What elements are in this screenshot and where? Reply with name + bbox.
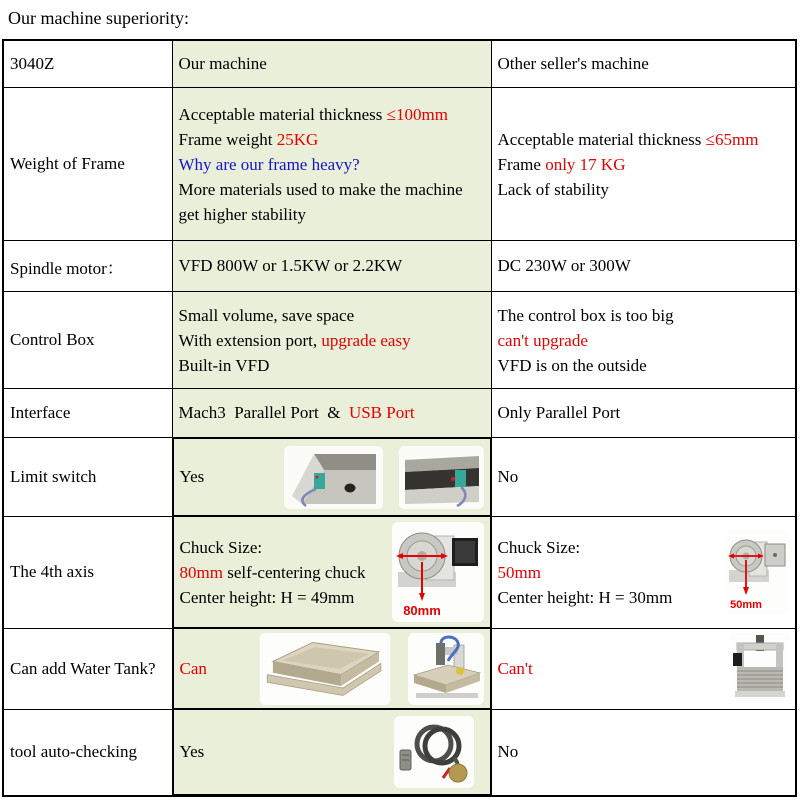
header-our-machine: Our machine <box>172 40 491 88</box>
row-label-tool-auto-checking: tool auto-checking <box>3 709 172 796</box>
cell-ours-limit <box>173 438 491 516</box>
axis-theirs-chuck-title: Chuck Size: <box>497 537 581 557</box>
table-row <box>3 241 796 292</box>
weight-ours-thickness-text: Acceptable material thickness <box>178 104 387 124</box>
weight-ours-question: Why are our frame heavy? <box>178 154 360 174</box>
weight-theirs-thickness-text: Acceptable material thickness <box>497 129 706 149</box>
tool-sensor-photo <box>394 716 474 788</box>
cell-ours-control <box>172 292 491 389</box>
axis-ours-chuck-title: Chuck Size: <box>179 537 263 557</box>
interface-ours-usb: USB Port <box>348 403 415 422</box>
page-title: Our machine superiority: <box>8 8 189 28</box>
cell-ours-tool <box>173 709 491 795</box>
axis-ours-chuck-type: self-centering chuck <box>222 562 366 582</box>
interface-ours-ports: Mach3 Parallel Port & <box>178 403 349 422</box>
limit-ours-answer: Yes <box>179 467 205 486</box>
table-row <box>3 88 796 241</box>
weight-theirs-thickness-value: ≤65mm <box>705 129 759 149</box>
table-row <box>3 628 796 709</box>
row-label-limit-switch: Limit switch <box>3 438 172 517</box>
cell-ours-weight <box>172 88 491 241</box>
control-ours-vfd: Built-in VFD <box>178 355 270 375</box>
control-ours-volume: Small volume, save space <box>178 305 355 325</box>
control-theirs-size: The control box is too big <box>497 305 674 325</box>
header-other-machine: Other seller's machine <box>491 40 796 88</box>
cell-ours-interface <box>172 389 491 438</box>
tool-ours-answer: Yes <box>179 742 205 761</box>
rotary-axis-photo-small <box>725 530 789 614</box>
cell-theirs-axis <box>491 516 796 628</box>
water-tank-photo <box>258 633 392 705</box>
table-row <box>3 389 796 438</box>
row-label-interface: Interface <box>3 389 172 438</box>
water-theirs-answer: Can't <box>497 658 533 678</box>
row-label-control-box: Control Box <box>3 292 172 389</box>
axis-ours-photo-label: 80mm <box>402 603 441 618</box>
weight-ours-explanation: More materials used to make the machine get higher stability <box>178 179 463 224</box>
cell-theirs-control <box>491 292 796 389</box>
cell-theirs-water <box>491 628 796 709</box>
weight-ours-thickness-value: ≤100mm <box>386 104 448 124</box>
cell-theirs-tool: No <box>491 709 796 796</box>
cell-ours-water <box>173 628 491 709</box>
table-row <box>3 40 796 88</box>
axis-theirs-chuck-size: 50mm <box>497 562 541 582</box>
limit-switch-photo-2 <box>399 446 484 509</box>
water-ours-answer: Can <box>179 658 207 678</box>
cnc-machine-with-tank-photo <box>408 633 484 705</box>
axis-theirs-center-height: Center height: H = 30mm <box>497 587 673 607</box>
axis-ours-chuck-size: 80mm <box>179 562 223 582</box>
control-theirs-upgrade: can't upgrade <box>497 330 588 350</box>
cell-theirs-spindle: DC 230W or 300W <box>491 241 796 292</box>
control-ours-upgrade: upgrade easy <box>321 330 411 350</box>
comparison-table <box>2 39 797 797</box>
cell-ours-spindle: VFD 800W or 1.5KW or 2.2KW <box>172 241 491 292</box>
other-seller-machine-photo <box>731 633 789 705</box>
cell-theirs-limit: No <box>491 438 796 517</box>
weight-ours-frame-value: 25KG <box>276 129 319 149</box>
weight-ours-frame-text: Frame weight <box>178 129 277 149</box>
row-label-water-tank: Can add Water Tank? <box>3 628 172 709</box>
table-row <box>3 516 796 628</box>
weight-theirs-frame-value: only 17 KG <box>545 154 626 174</box>
table-row <box>3 438 796 517</box>
cell-ours-axis <box>173 516 491 628</box>
table-row <box>3 292 796 389</box>
row-label-weight-of-frame: Weight of Frame <box>3 88 172 241</box>
rotary-axis-photo-large <box>392 522 484 622</box>
axis-theirs-photo-label: 50mm <box>730 599 762 611</box>
axis-ours-center-height: Center height: H = 49mm <box>179 587 355 607</box>
cell-theirs-weight <box>491 88 796 241</box>
weight-theirs-frame-text: Frame <box>497 154 546 174</box>
cell-theirs-interface: Only Parallel Port <box>491 389 796 438</box>
control-theirs-vfd: VFD is on the outside <box>497 355 647 375</box>
weight-theirs-stability: Lack of stability <box>497 179 609 199</box>
header-model: 3040Z <box>3 40 172 88</box>
table-row <box>3 709 796 796</box>
row-label-spindle-motor: Spindle motor： <box>3 241 172 292</box>
control-ours-port-text: With extension port, <box>178 330 322 350</box>
row-label-4th-axis: The 4th axis <box>3 516 172 628</box>
limit-switch-photo-1 <box>284 446 383 509</box>
